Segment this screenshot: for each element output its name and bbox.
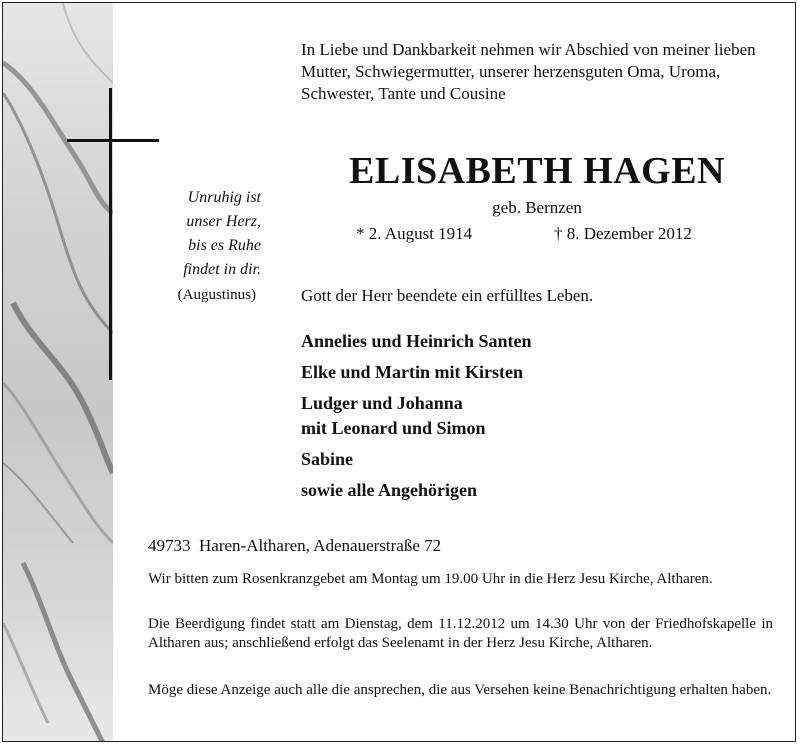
mourners-list <box>301 329 771 509</box>
quote-line: findet in dir. <box>183 261 261 278</box>
notice-rosary: Wir bitten zum Rosenkranzgebet am Montag um 19.00 Uhr in die Herz Jesu Kirche, Altharen. <box>148 571 713 587</box>
quote <box>133 186 261 282</box>
notice-apology: Möge diese Anzeige auch alle die ansprechen, die aus Versehen keine Benachrichtigung erhalten haben. <box>148 682 772 698</box>
closing-line: Gott der Herr beendete ein erfülltes Leben. <box>301 286 594 305</box>
deceased-name: ELISABETH HAGEN <box>349 150 725 192</box>
mourner-entry: sowie alle Angehörigen <box>301 480 477 500</box>
marble-veins <box>3 3 113 742</box>
intro-text: In Liebe und Dankbarkeit nehmen wir Abschied von meiner lieben Mutter, Schwiegermutter, unserer herzensguten Oma, Uroma, Schwester, Tante und Cousine <box>301 40 756 103</box>
mourner-entry: Sabine <box>301 449 354 469</box>
mourner-entry: Ludger und Johanna <box>301 393 463 413</box>
quote-line: bis es Ruhe <box>188 237 261 254</box>
notice-funeral: Die Beerdigung findet statt am Dienstag, dem 11.12.2012 um 14.30 Uhr von der Friedhofskapelle in Altharen aus; anschließend erfolgt das Seelenamt in der Herz Jesu Kirche, Altharen. <box>148 616 773 651</box>
address: 49733 Haren-Altharen, Adenauerstraße 72 <box>148 536 442 555</box>
death-date: † 8. Dezember 2012 <box>554 224 692 243</box>
mourner-entry: Elke und Martin mit Kirsten <box>301 362 524 382</box>
mourner-entry: mit Leonard und Simon <box>301 418 486 438</box>
obituary-notice <box>2 2 796 742</box>
birth-date: * 2. August 1914 <box>356 224 473 243</box>
quote-source: (Augustinus) <box>177 287 256 303</box>
quote-line: unser Herz, <box>186 213 261 230</box>
quote-line: Unruhig ist <box>187 189 261 206</box>
marble-decoration <box>3 3 113 741</box>
cross-horizontal-bar <box>67 139 159 142</box>
cross-vertical-bar <box>109 88 112 380</box>
mourner-entry: Annelies und Heinrich Santen <box>301 331 532 351</box>
birth-name: geb. Bernzen <box>492 198 582 217</box>
